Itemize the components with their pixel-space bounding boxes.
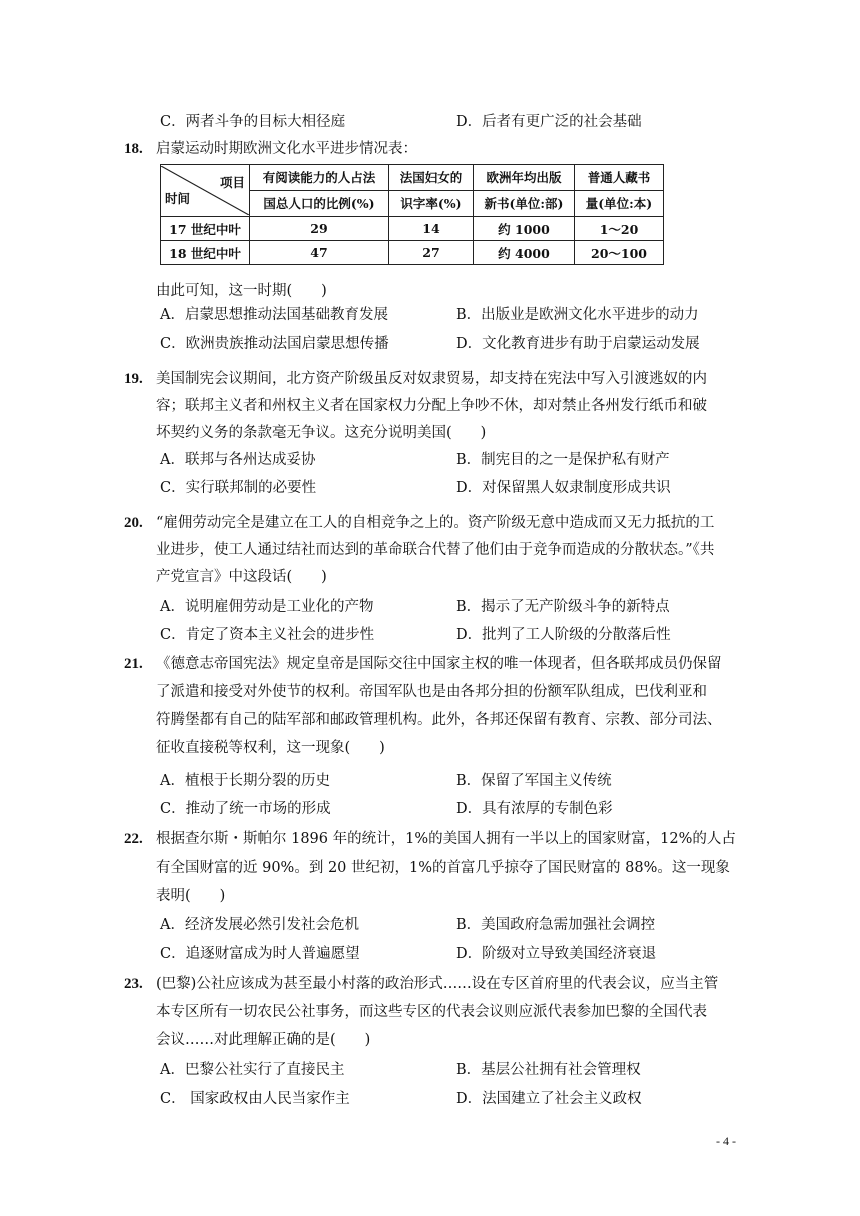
header-books-line2: 新书(单位:部): [474, 191, 575, 217]
question-number-22: 22.: [124, 831, 143, 847]
q19-option-c: C．实行联邦制的必要性: [160, 480, 317, 496]
q17-option-d: D．后者有更广泛的社会基础: [456, 114, 642, 130]
q18-option-a: A．启蒙思想推动法国基础教育发展: [160, 307, 388, 323]
q21-option-a: A．植根于长期分裂的历史: [160, 773, 330, 789]
q19-line-1: 美国制宪会议期间，北方资产阶级虽反对奴隶贸易，却支持在宪法中写入引渡逃奴的内: [156, 371, 707, 387]
header-collection-line2: 量(单位:本): [575, 191, 664, 217]
question-number-23: 23.: [124, 976, 143, 992]
q22-line-1: 根据查尔斯・斯帕尔 1896 年的统计，1%的美国人拥有一半以上的国家财富，12%的人占: [156, 831, 736, 847]
q19-option-d: D．对保留黑人奴隶制度形成共识: [456, 480, 671, 496]
q22-line-2: 有全国财富的近 90%。到 20 世纪初，1%的首富几乎掠夺了国民财富的 88%。这一现象: [156, 860, 730, 876]
q20-line-2: 业进步，使工人通过结社而达到的革命联合代替了他们由于竞争而造成的分散状态。”《共: [156, 542, 715, 558]
q18-option-c: C．欧洲贵族推动法国启蒙思想传播: [160, 336, 389, 352]
q22-option-b: B．美国政府急需加强社会调控: [456, 917, 656, 933]
q23-line-2: 本专区所有一切农民公社事务，而这些专区的代表会议则应派代表参加巴黎的全国代表: [156, 1004, 707, 1020]
table-cell: 约 1000: [474, 217, 575, 241]
q21-option-c: C．推动了统一市场的形成: [160, 801, 331, 817]
q23-option-d: D．法国建立了社会主义政权: [456, 1091, 642, 1107]
header-collection-line1: 普通人藏书: [575, 165, 664, 191]
q19-line-2: 容；联邦主义者和州权主义者在国家权力分配上争吵不休，却对禁止各州发行纸币和破: [156, 398, 707, 414]
corner-label-item: 项目: [219, 175, 245, 190]
q22-option-a: A．经济发展必然引发社会危机: [160, 917, 359, 933]
page-number: - 4 -: [716, 1134, 736, 1148]
q19-option-b: B．制宪目的之一是保护私有财产: [456, 452, 670, 468]
question-number-19: 19.: [124, 371, 143, 387]
table-cell: 20～100: [575, 241, 664, 265]
q21-option-b: B．保留了军国主义传统: [456, 773, 612, 789]
question-number-20: 20.: [124, 515, 143, 531]
q22-option-d: D．阶级对立导致美国经济衰退: [456, 946, 657, 962]
q20-line-1: “雇佣劳动完全是建立在工人的自相竞争之上的。资产阶级无意中造成而又无力抵抗的工: [156, 515, 715, 531]
q20-line-3: 产党宣言》中这段话( ): [156, 569, 327, 585]
row-time-18c: 18 世纪中叶: [161, 241, 250, 265]
q18-option-b: B．出版业是欧洲文化水平进步的动力: [456, 307, 699, 323]
table-cell: 47: [250, 241, 389, 265]
q20-option-d: D．批判了工人阶级的分散落后性: [456, 627, 671, 643]
question-number-21: 21.: [124, 656, 143, 672]
q22-line-3: 表明( ): [156, 888, 226, 904]
q21-option-d: D．具有浓厚的专制色彩: [456, 801, 613, 817]
table-cell: 约 4000: [474, 241, 575, 265]
q21-line-3: 符腾堡都有自己的陆军部和邮政管理机构。此外，各邦还保留有教育、宗教、部分司法、: [156, 712, 722, 728]
header-women-literacy-line1: 法国妇女的: [389, 165, 474, 191]
q18-option-d: D．文化教育进步有助于启蒙运动发展: [456, 336, 700, 352]
table-cell: 1～20: [575, 217, 664, 241]
q20-option-a: A．说明雇佣劳动是工业化的产物: [160, 599, 374, 615]
q17-option-c: C．两者斗争的目标大相径庭: [160, 114, 346, 130]
q18-stem: 启蒙运动时期欧洲文化水平进步情况表：: [156, 141, 417, 157]
q19-option-a: A．联邦与各州达成妥协: [160, 452, 316, 468]
literacy-table: [160, 164, 664, 265]
header-women-literacy-line2: 识字率(%): [389, 191, 474, 217]
q23-line-1: (巴黎)公社应该成为甚至最小村落的政治形式……设在专区首府里的代表会议，应当主管: [156, 976, 719, 992]
table-cell: 29: [250, 217, 389, 241]
q20-option-b: B．揭示了无产阶级斗争的新特点: [456, 599, 670, 615]
q23-line-3: 会议……对此理解正确的是( ): [156, 1032, 371, 1048]
header-books-line1: 欧洲年均出版: [474, 165, 575, 191]
q22-option-c: C．追逐财富成为时人普遍愿望: [160, 946, 360, 962]
q23-option-b: B．基层公社拥有社会管理权: [456, 1062, 641, 1078]
q18-prompt: 由此可知，这一时期( ): [156, 283, 327, 299]
question-number-18: 18.: [124, 141, 143, 157]
corner-label-time: 时间: [165, 191, 191, 206]
table-corner-cell: [161, 165, 250, 217]
row-time-17c: 17 世纪中叶: [161, 217, 250, 241]
header-literacy-ratio-line2: 国总人口的比例(%): [250, 191, 389, 217]
header-literacy-ratio-line1: 有阅读能力的人占法: [250, 165, 389, 191]
q21-line-1: 《德意志帝国宪法》规定皇帝是国际交往中国家主权的唯一体现者，但各联邦成员仍保留: [156, 656, 722, 672]
q23-option-a: A．巴黎公社实行了直接民主: [160, 1062, 345, 1078]
table-cell: 14: [389, 217, 474, 241]
q21-line-2: 了派遣和接受对外使节的权利。帝国军队也是由各邦分担的份额军队组成，巴伐利亚和: [156, 684, 707, 700]
table-cell: 27: [389, 241, 474, 265]
q21-line-4: 征收直接税等权利，这一现象( ): [156, 740, 385, 756]
q19-line-3: 坏契约义务的条款毫无争议。这充分说明美国( ): [156, 425, 487, 441]
q23-option-c: C． 国家政权由人民当家作主: [160, 1091, 350, 1107]
q20-option-c: C．肯定了资本主义社会的进步性: [160, 627, 375, 643]
